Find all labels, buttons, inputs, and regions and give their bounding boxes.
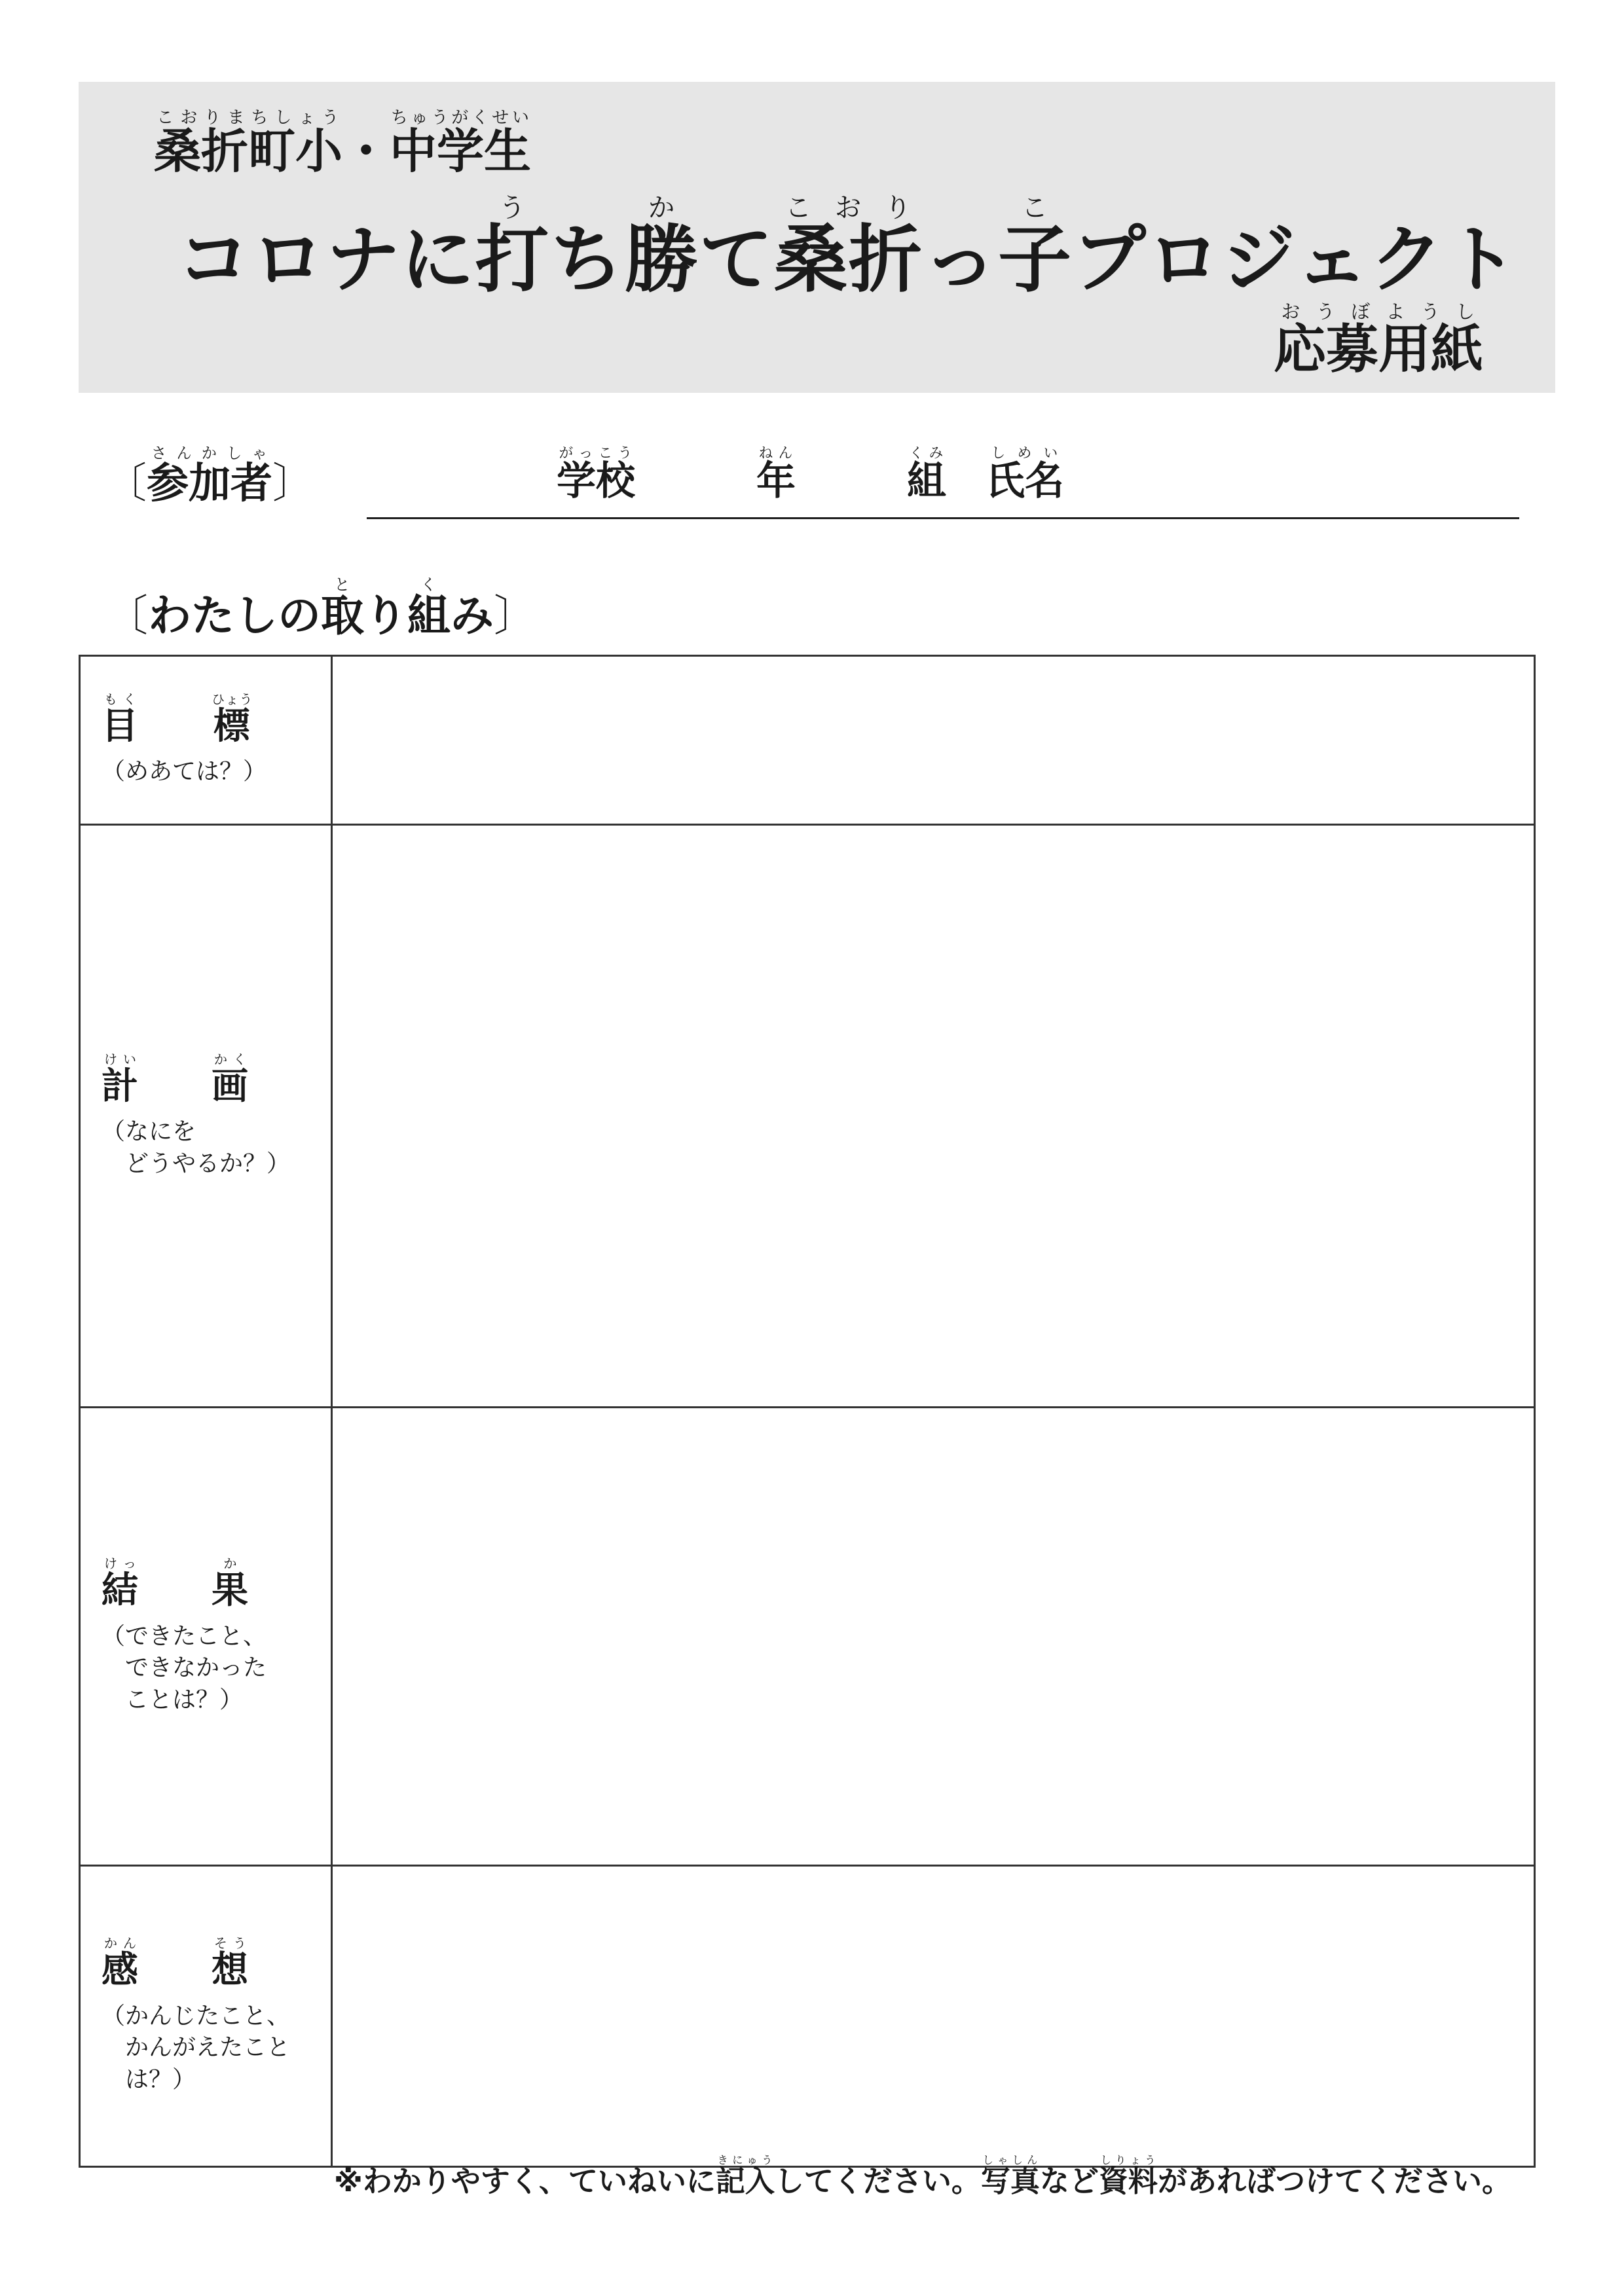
class-field-label: 組くみ (907, 445, 946, 504)
table-row-goal (80, 656, 1535, 825)
table-row-result (80, 1408, 1535, 1866)
impression-input-area[interactable] (332, 1866, 1535, 2167)
year-field-label: 年ねん (756, 445, 796, 504)
plan-title: 計けい画かく (101, 1051, 249, 1108)
header-banner (79, 82, 1555, 393)
result-title: 結けっ果か (101, 1556, 249, 1613)
goal-title: 目もく標ひょう (101, 691, 253, 748)
table-row-impression (80, 1866, 1535, 2167)
plan-input-area[interactable] (332, 825, 1535, 1408)
header-subtitle: 桑折町小こおりまちしょう・中学生ちゅうがくせい (154, 108, 532, 179)
page-title: コロナに打うち勝かて桑折こおりっ子こプロジェクト (177, 192, 1519, 302)
impression-title: 感かん想そう (101, 1935, 249, 1992)
result-hint: （できたこと、 できなかった ことは？） (101, 1622, 267, 1713)
table-row-plan (80, 825, 1535, 1408)
goal-input-area[interactable] (332, 656, 1535, 825)
name-field-label: 氏名しめい (986, 445, 1064, 504)
goal-hint: （めあては？） (101, 758, 267, 786)
efforts-table (79, 655, 1536, 2168)
plan-label-cell (80, 825, 332, 1408)
form-name: 応募用紙おうぼようし (1274, 301, 1483, 380)
impression-hint: （かんじたこと、 かんがえたこと は？） (101, 2002, 291, 2093)
efforts-heading: 〔わたしの取とり組くみ〕 (105, 575, 537, 641)
participant-write-line[interactable] (367, 517, 1519, 519)
goal-label-cell (80, 656, 332, 825)
school-field-label: 学校がっこう (557, 445, 635, 504)
result-label-cell (80, 1408, 332, 1866)
impression-label-cell (80, 1866, 332, 2167)
result-input-area[interactable] (332, 1408, 1535, 1866)
participant-row (105, 445, 1519, 530)
footnote: ※わかりやすく、ていねいに記入きにゅうしてください。写真しゃしんなど資料しりょうがあればつけてください。 (334, 2154, 1511, 2198)
plan-hint: （なにを どうやるか？） (101, 1118, 291, 1177)
participant-label: 〔参加者さんかしゃ〕 (105, 445, 314, 508)
